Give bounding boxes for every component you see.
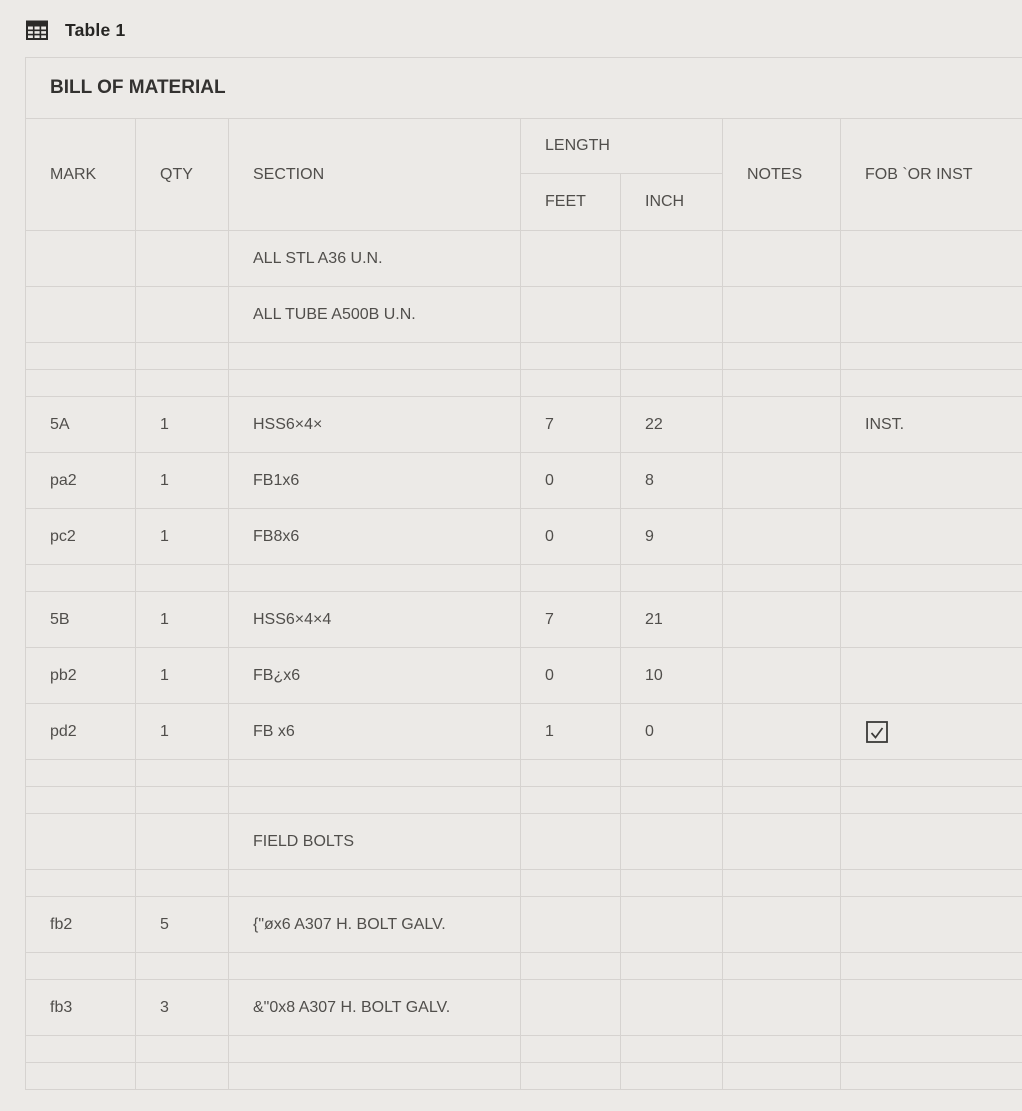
- cell-qty[interactable]: 5: [136, 897, 229, 953]
- cell-notes[interactable]: [723, 787, 841, 814]
- cell-fob[interactable]: [841, 897, 1022, 953]
- col-header-section[interactable]: SECTION: [229, 119, 521, 231]
- cell-mark[interactable]: 5A: [26, 397, 136, 453]
- cell-feet[interactable]: [521, 760, 621, 787]
- cell-mark[interactable]: [26, 370, 136, 397]
- cell-section[interactable]: FB1x6: [229, 453, 521, 509]
- cell-notes[interactable]: [723, 897, 841, 953]
- table-body: [26, 231, 1022, 1090]
- table-row: [26, 370, 1022, 397]
- cell-notes[interactable]: [723, 565, 841, 592]
- cell-qty[interactable]: [136, 231, 229, 287]
- table-titlebar: [25, 18, 125, 42]
- cell-mark[interactable]: [26, 1063, 136, 1090]
- cell-fob[interactable]: [841, 648, 1022, 704]
- cell-fob[interactable]: [841, 870, 1022, 897]
- cell-qty[interactable]: [136, 370, 229, 397]
- cell-qty[interactable]: 1: [136, 509, 229, 565]
- cell-fob[interactable]: [841, 370, 1022, 397]
- cell-notes[interactable]: [723, 592, 841, 648]
- cell-mark[interactable]: [26, 787, 136, 814]
- cell-section[interactable]: [229, 1063, 521, 1090]
- table-row: [26, 509, 1022, 565]
- cell-mark[interactable]: pb2: [26, 648, 136, 704]
- cell-inch[interactable]: 22: [621, 397, 723, 453]
- table-title-label: Table 1: [65, 19, 126, 40]
- table-row: [26, 453, 1022, 509]
- table-row: [26, 787, 1022, 814]
- cell-notes[interactable]: [723, 1063, 841, 1090]
- cell-mark[interactable]: [26, 565, 136, 592]
- cell-feet[interactable]: 1: [521, 704, 621, 760]
- cell-section[interactable]: [229, 370, 521, 397]
- cell-mark[interactable]: [26, 953, 136, 980]
- cell-section[interactable]: HSS6×4×4: [229, 592, 521, 648]
- cell-mark[interactable]: [26, 760, 136, 787]
- cell-notes[interactable]: [723, 343, 841, 370]
- cell-notes[interactable]: [723, 760, 841, 787]
- bill-of-material-heading[interactable]: BILL OF MATERIAL: [26, 58, 1022, 119]
- cell-feet[interactable]: [521, 370, 621, 397]
- table-row: [26, 397, 1022, 453]
- table-row: [26, 565, 1022, 592]
- col-header-feet[interactable]: FEET: [521, 174, 621, 231]
- table-row: [26, 980, 1022, 1036]
- cell-qty[interactable]: [136, 565, 229, 592]
- cell-fob[interactable]: [841, 453, 1022, 509]
- cell-notes[interactable]: [723, 953, 841, 980]
- cell-notes[interactable]: [723, 397, 841, 453]
- cell-qty[interactable]: [136, 1063, 229, 1090]
- cell-mark[interactable]: pc2: [26, 509, 136, 565]
- cell-inch[interactable]: 0: [621, 704, 723, 760]
- cell-inch[interactable]: [621, 370, 723, 397]
- col-header-notes[interactable]: NOTES: [723, 119, 841, 231]
- cell-notes[interactable]: [723, 704, 841, 760]
- cell-notes[interactable]: [723, 287, 841, 343]
- header-row-1: [26, 119, 1022, 174]
- cell-fob[interactable]: [841, 565, 1022, 592]
- cell-feet[interactable]: [521, 814, 621, 870]
- cell-section[interactable]: ALL TUBE A500B U.N.: [229, 287, 521, 343]
- cell-notes[interactable]: [723, 1036, 841, 1063]
- cell-fob[interactable]: [841, 592, 1022, 648]
- cell-inch[interactable]: [621, 870, 723, 897]
- cell-section[interactable]: &"0x8 A307 H. BOLT GALV.: [229, 980, 521, 1036]
- cell-qty[interactable]: [136, 953, 229, 980]
- cell-qty[interactable]: [136, 787, 229, 814]
- cell-section[interactable]: [229, 787, 521, 814]
- cell-feet[interactable]: [521, 343, 621, 370]
- cell-inch[interactable]: [621, 1036, 723, 1063]
- cell-fob[interactable]: [841, 953, 1022, 980]
- cell-inch[interactable]: [621, 343, 723, 370]
- cell-qty[interactable]: [136, 814, 229, 870]
- cell-mark[interactable]: [26, 1036, 136, 1063]
- cell-qty[interactable]: 1: [136, 704, 229, 760]
- table-row: [26, 231, 1022, 287]
- cell-notes[interactable]: [723, 814, 841, 870]
- cell-section[interactable]: {"øx6 A307 H. BOLT GALV.: [229, 897, 521, 953]
- cell-notes[interactable]: [723, 870, 841, 897]
- table-row: [26, 1063, 1022, 1090]
- cell-qty[interactable]: [136, 343, 229, 370]
- cell-notes[interactable]: [723, 453, 841, 509]
- cell-inch[interactable]: [621, 897, 723, 953]
- cell-section[interactable]: [229, 760, 521, 787]
- cell-fob[interactable]: [841, 287, 1022, 343]
- cell-feet[interactable]: [521, 787, 621, 814]
- cell-feet[interactable]: [521, 980, 621, 1036]
- cell-notes[interactable]: [723, 370, 841, 397]
- cell-inch[interactable]: [621, 787, 723, 814]
- cell-section[interactable]: FB8x6: [229, 509, 521, 565]
- cell-fob[interactable]: [841, 1063, 1022, 1090]
- cell-fob[interactable]: [841, 231, 1022, 287]
- table-grid-icon[interactable]: [25, 18, 49, 42]
- cell-mark[interactable]: 5B: [26, 592, 136, 648]
- checked-checkbox-icon[interactable]: [865, 720, 889, 744]
- col-header-fob[interactable]: FOB `OR INST: [841, 119, 1022, 231]
- cell-feet[interactable]: 0: [521, 648, 621, 704]
- cell-qty[interactable]: [136, 1036, 229, 1063]
- cell-section[interactable]: ALL STL A36 U.N.: [229, 231, 521, 287]
- cell-feet[interactable]: 0: [521, 453, 621, 509]
- col-header-qty[interactable]: QTY: [136, 119, 229, 231]
- cell-qty[interactable]: 1: [136, 592, 229, 648]
- cell-qty[interactable]: [136, 760, 229, 787]
- cell-fob[interactable]: [841, 787, 1022, 814]
- cell-inch[interactable]: [621, 980, 723, 1036]
- cell-mark[interactable]: [26, 870, 136, 897]
- cell-inch[interactable]: [621, 760, 723, 787]
- cell-feet[interactable]: 7: [521, 397, 621, 453]
- table-row: [26, 897, 1022, 953]
- table-row: [26, 592, 1022, 648]
- table-row: [26, 648, 1022, 704]
- cell-inch[interactable]: [621, 1063, 723, 1090]
- cell-fob[interactable]: INST.: [841, 397, 1022, 453]
- cell-inch[interactable]: [621, 953, 723, 980]
- table-caption-row: [26, 58, 1022, 119]
- cell-inch[interactable]: [621, 231, 723, 287]
- cell-fob[interactable]: [841, 980, 1022, 1036]
- col-header-inch[interactable]: INCH: [621, 174, 723, 231]
- col-header-mark[interactable]: MARK: [26, 119, 136, 231]
- cell-fob[interactable]: [841, 343, 1022, 370]
- bill-of-material-table[interactable]: [25, 57, 1022, 1090]
- cell-inch[interactable]: [621, 814, 723, 870]
- table-row: [26, 953, 1022, 980]
- cell-fob[interactable]: [841, 760, 1022, 787]
- table-row: [26, 287, 1022, 343]
- cell-mark[interactable]: [26, 343, 136, 370]
- cell-feet[interactable]: [521, 897, 621, 953]
- cell-section[interactable]: [229, 870, 521, 897]
- cell-notes[interactable]: [723, 980, 841, 1036]
- cell-fob[interactable]: [841, 814, 1022, 870]
- cell-inch[interactable]: [621, 565, 723, 592]
- cell-section[interactable]: FB¿x6: [229, 648, 521, 704]
- cell-feet[interactable]: 0: [521, 509, 621, 565]
- cell-inch[interactable]: 21: [621, 592, 723, 648]
- cell-feet[interactable]: [521, 1036, 621, 1063]
- cell-qty[interactable]: [136, 870, 229, 897]
- table-row: [26, 760, 1022, 787]
- cell-mark[interactable]: pa2: [26, 453, 136, 509]
- cell-feet[interactable]: [521, 870, 621, 897]
- cell-feet[interactable]: [521, 953, 621, 980]
- cell-feet[interactable]: [521, 231, 621, 287]
- cell-inch[interactable]: [621, 287, 723, 343]
- cell-fob[interactable]: [841, 509, 1022, 565]
- cell-section[interactable]: FB x6: [229, 704, 521, 760]
- table-row: [26, 704, 1022, 760]
- cell-mark[interactable]: [26, 231, 136, 287]
- cell-mark[interactable]: [26, 287, 136, 343]
- cell-qty[interactable]: 1: [136, 648, 229, 704]
- cell-section[interactable]: HSS6×4×: [229, 397, 521, 453]
- table-row: [26, 343, 1022, 370]
- cell-fob[interactable]: [841, 704, 1022, 760]
- cell-qty[interactable]: [136, 287, 229, 343]
- cell-qty[interactable]: 3: [136, 980, 229, 1036]
- cell-inch[interactable]: 10: [621, 648, 723, 704]
- cell-fob[interactable]: [841, 1036, 1022, 1063]
- cell-feet[interactable]: [521, 1063, 621, 1090]
- cell-mark[interactable]: fb3: [26, 980, 136, 1036]
- table-row: [26, 1036, 1022, 1063]
- cell-qty[interactable]: 1: [136, 453, 229, 509]
- cell-inch[interactable]: 8: [621, 453, 723, 509]
- cell-section[interactable]: [229, 565, 521, 592]
- table-row: [26, 814, 1022, 870]
- cell-notes[interactable]: [723, 231, 841, 287]
- table-row: [26, 870, 1022, 897]
- col-header-length[interactable]: LENGTH: [521, 119, 723, 174]
- cell-feet[interactable]: [521, 565, 621, 592]
- cell-mark[interactable]: [26, 814, 136, 870]
- cell-qty[interactable]: 1: [136, 397, 229, 453]
- cell-notes[interactable]: [723, 509, 841, 565]
- cell-section[interactable]: [229, 1036, 521, 1063]
- cell-section[interactable]: [229, 953, 521, 980]
- cell-inch[interactable]: 9: [621, 509, 723, 565]
- cell-mark[interactable]: fb2: [26, 897, 136, 953]
- cell-feet[interactable]: 7: [521, 592, 621, 648]
- cell-notes[interactable]: [723, 648, 841, 704]
- cell-feet[interactable]: [521, 287, 621, 343]
- cell-mark[interactable]: pd2: [26, 704, 136, 760]
- cell-section[interactable]: [229, 343, 521, 370]
- cell-section[interactable]: FIELD BOLTS: [229, 814, 521, 870]
